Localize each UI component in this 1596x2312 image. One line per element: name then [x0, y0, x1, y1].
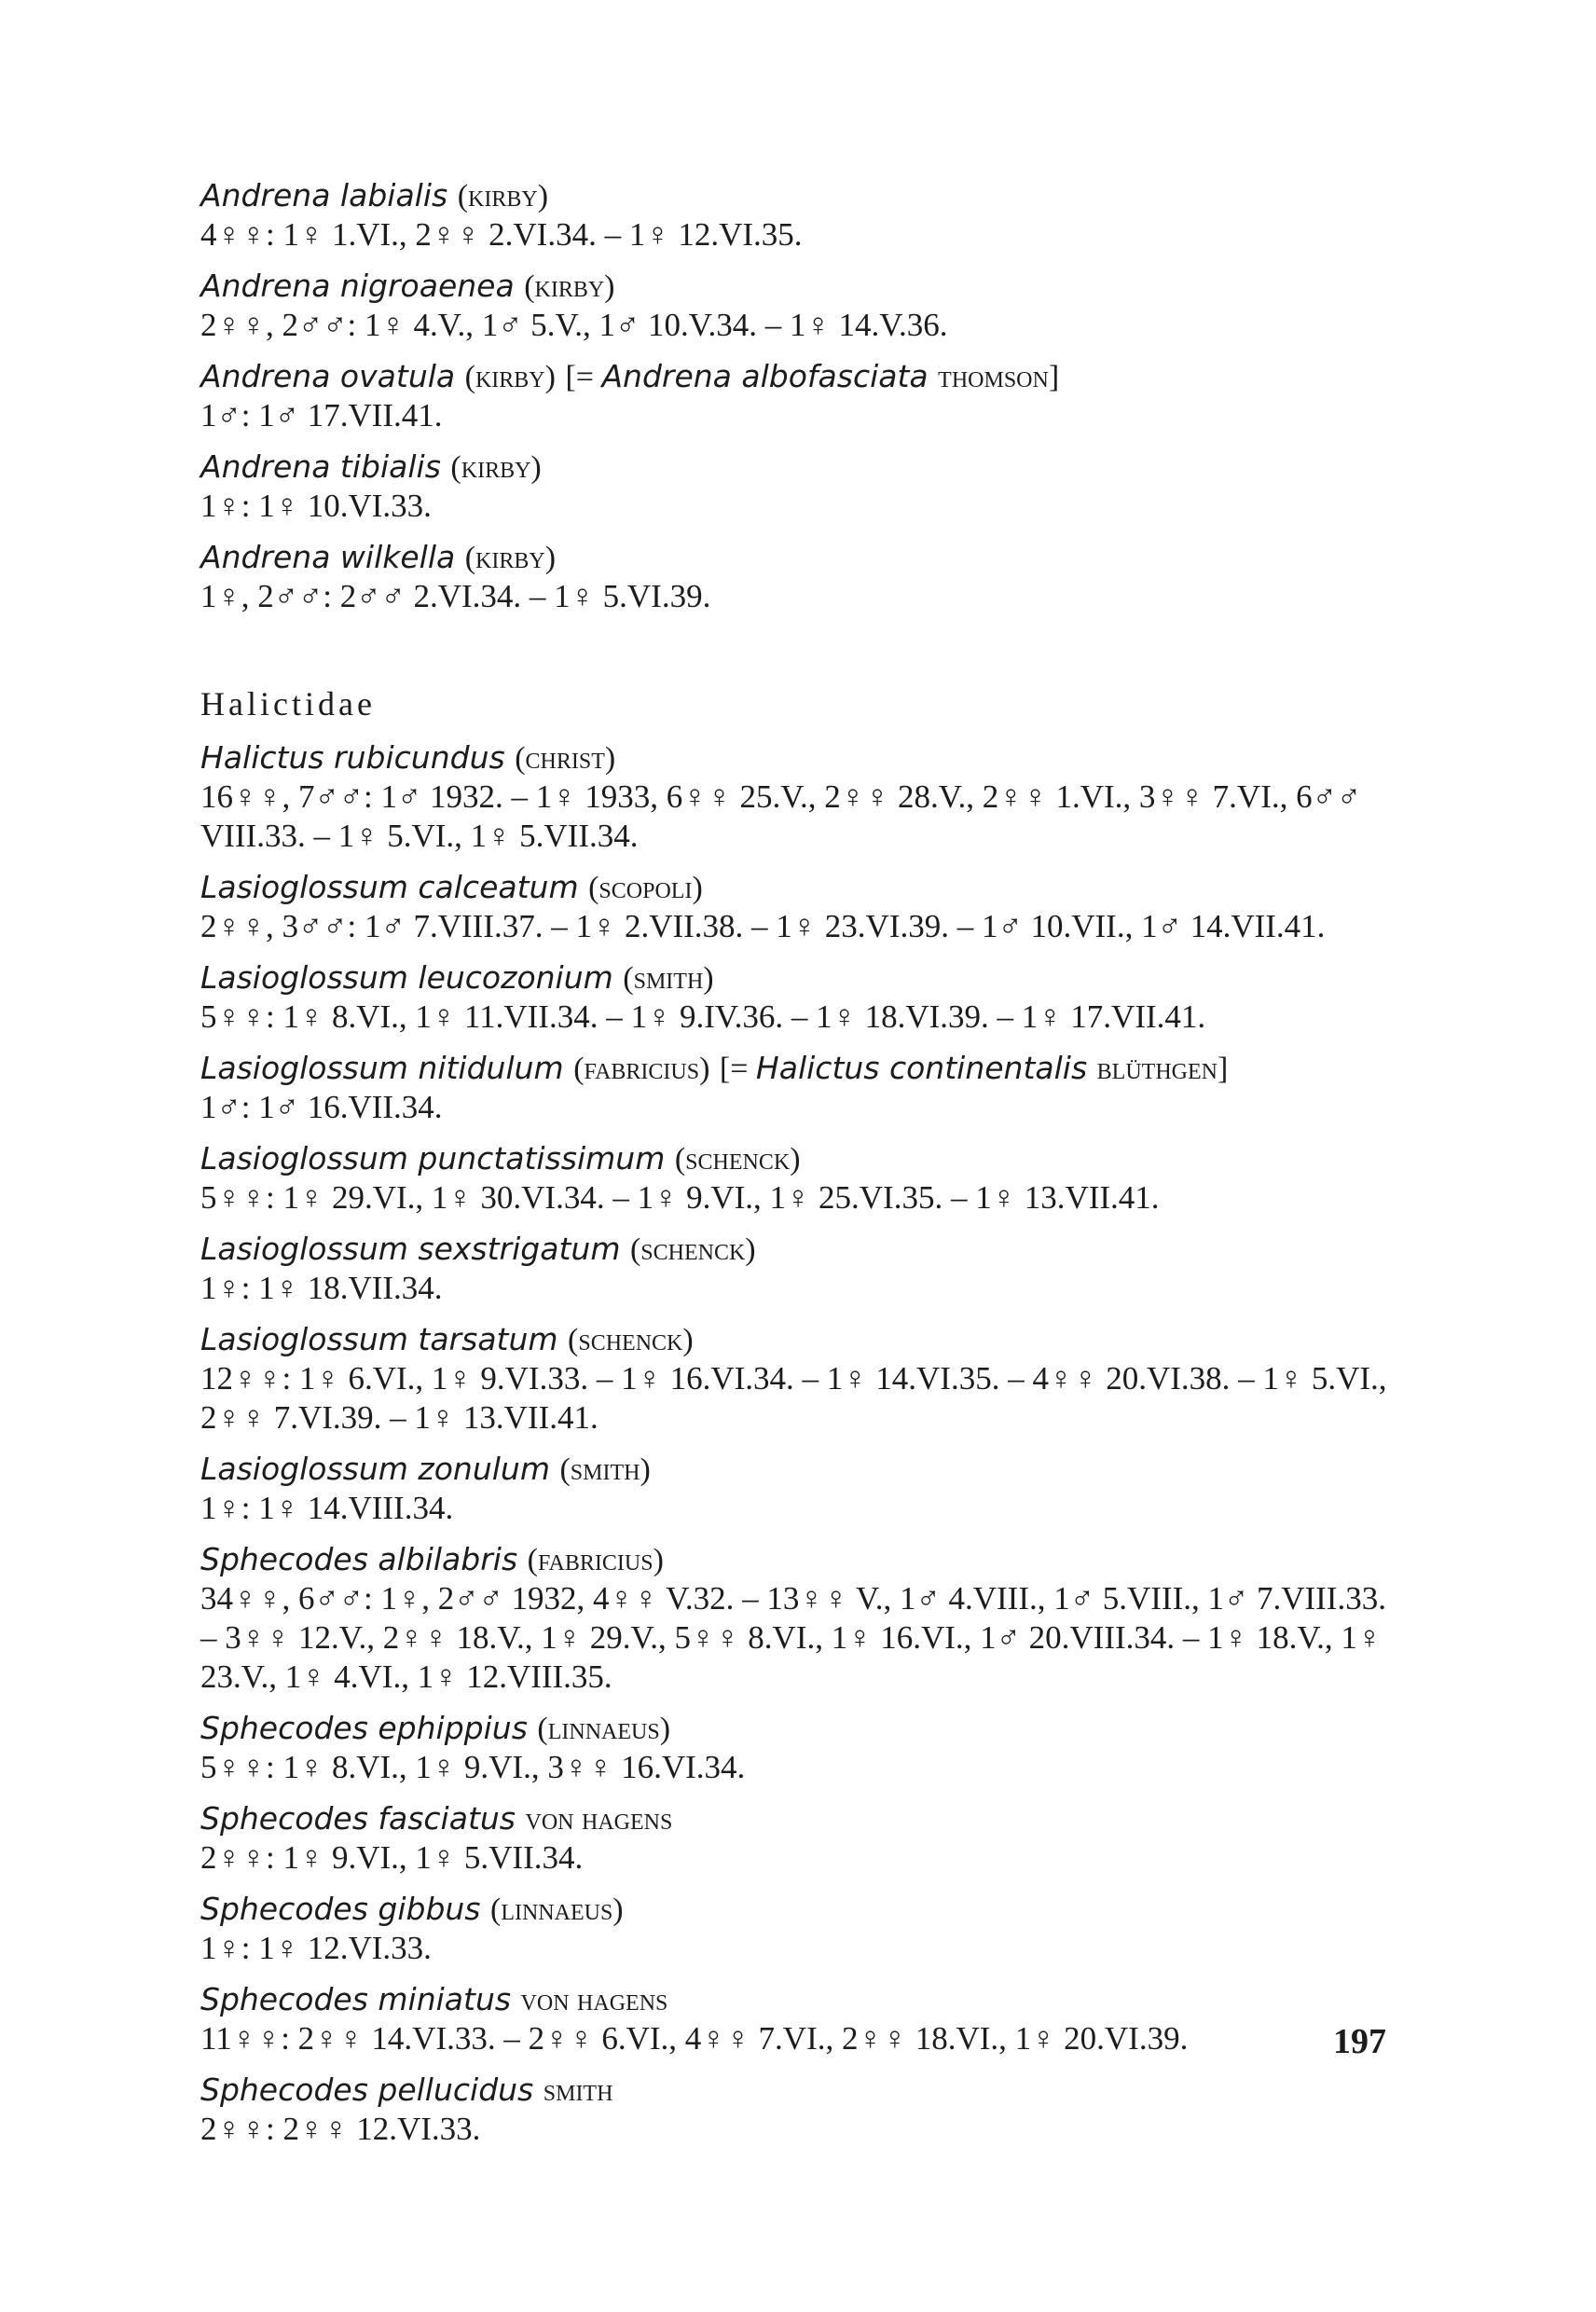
species-heading	[200, 1981, 1403, 2019]
species-name: Lasioglossum sexstrigatum	[200, 1231, 621, 1267]
species-heading	[200, 959, 1403, 998]
species-heading: Lasioglossum nitidulum (fabricius) [= Halictus continentalis blüthgen]	[200, 1050, 1229, 1086]
species-heading	[200, 448, 1403, 487]
species-name: Sphecodes fasciatus	[200, 1800, 516, 1837]
species-author: (christ)	[515, 741, 616, 776]
specimen-records: 16♀♀, 7♂♂: 1♂ 1932. – 1♀ 1933, 6♀♀ 25.V., 2♀♀ 28.V., 2♀♀ 1.VI., 3♀♀ 7.VI., 6♂♂ VIII.33. – 1♀ 5.VI., 1♀ 5.VII.34.	[200, 778, 1362, 854]
species-author: (kirby)	[524, 269, 615, 304]
specimen-records: 5♀♀: 1♀ 29.VI., 1♀ 30.VI.34. – 1♀ 9.VI., 1♀ 25.VI.35. – 1♀ 13.VII.41.	[200, 1179, 1160, 1216]
species-name: Lasioglossum punctatissimum	[200, 1140, 666, 1177]
species-heading	[200, 1541, 1403, 1579]
specimen-records: 2♀♀, 3♂♂: 1♂ 7.VIII.37. – 1♀ 2.VII.38. – 1♀ 23.VI.39. – 1♂ 10.VII., 1♂ 14.VII.41.	[200, 908, 1326, 944]
specimen-records: 1♂: 1♂ 16.VII.34.	[200, 1089, 443, 1125]
specimen-records: 1♀: 1♀ 18.VII.34.	[200, 1270, 443, 1306]
species-author: (fabricius)	[573, 1052, 710, 1086]
species-heading: Andrena ovatula (kirby) [= Andrena albofasciata thomson]	[200, 358, 1060, 394]
synonym-author: thomson	[938, 360, 1049, 394]
species-author: (linnaeus)	[537, 1712, 671, 1746]
species-name: Andrena tibialis	[200, 448, 441, 485]
species-entry	[200, 1541, 1403, 1697]
species-author: (schenck)	[674, 1142, 801, 1177]
species-name: Lasioglossum leucozonium	[200, 959, 613, 996]
species-name: Andrena wilkella	[200, 539, 456, 575]
specimen-records: 34♀♀, 6♂♂: 1♀, 2♂♂ 1932, 4♀♀ V.32. – 13♀♀ V., 1♂ 4.VIII., 1♂ 5.VIII., 1♂ 7.VIII.33. – 3♀♀ 12.V., 2♀♀ 18.V., 1♀ 29.V., 5♀♀ 8.VI., 1♀ 16.VI., 1♂ 20.VIII.34. – 1♀ 18.V., 1♀ 23.V., 1♀ 4.VI., 1♀ 12.VIII.35.	[200, 1580, 1386, 1695]
species-heading	[200, 1891, 1403, 1929]
species-author: (linnaeus)	[490, 1892, 624, 1927]
species-entry	[200, 1321, 1403, 1438]
page-body	[200, 177, 1403, 2162]
specimen-records: 2♀♀: 2♀♀ 12.VI.33.	[200, 2111, 481, 2147]
species-entry	[200, 2071, 1403, 2149]
specimen-records: 2♀♀: 1♀ 9.VI., 1♀ 5.VII.34.	[200, 1839, 584, 1876]
species-author: (kirby)	[464, 541, 557, 575]
species-entry	[200, 1231, 1403, 1308]
species-entry	[200, 268, 1403, 345]
species-heading	[200, 268, 1403, 306]
species-heading	[200, 1451, 1403, 1489]
species-heading	[200, 2071, 1403, 2110]
species-entry	[200, 1981, 1403, 2058]
specimen-records: 5♀♀: 1♀ 8.VI., 1♀ 11.VII.34. – 1♀ 9.IV.36. – 1♀ 18.VI.39. – 1♀ 17.VII.41.	[200, 998, 1206, 1035]
species-name: Sphecodes ephippius	[200, 1710, 528, 1746]
species-heading	[200, 1321, 1403, 1359]
synonym-name: Halictus continentalis	[755, 1050, 1088, 1086]
species-entry	[200, 869, 1403, 946]
species-entry	[200, 539, 1403, 616]
species-name: Halictus rubicundus	[200, 739, 505, 776]
species-name: Andrena labialis	[200, 177, 448, 213]
species-name: Sphecodes pellucidus	[200, 2071, 534, 2108]
specimen-records: 2♀♀, 2♂♂: 1♀ 4.V., 1♂ 5.V., 1♂ 10.V.34. – 1♀ 14.V.36.	[200, 307, 948, 343]
species-heading	[200, 539, 1403, 577]
species-name: Sphecodes miniatus	[200, 1981, 512, 2017]
species-entry	[200, 959, 1403, 1037]
specimen-records: 12♀♀: 1♀ 6.VI., 1♀ 9.VI.33. – 1♀ 16.VI.34. – 1♀ 14.VI.35. – 4♀♀ 20.VI.38. – 1♀ 5.VI., 2♀♀ 7.VI.39. – 1♀ 13.VII.41.	[200, 1360, 1387, 1436]
specimen-records: 1♀: 1♀ 14.VIII.34.	[200, 1490, 454, 1526]
species-author: (kirby)	[457, 179, 549, 213]
specimen-records: 1♂: 1♂ 17.VII.41.	[200, 397, 443, 434]
species-name: Lasioglossum calceatum	[200, 869, 579, 905]
species-entry	[200, 448, 1403, 526]
species-author: (kirby)	[464, 360, 556, 394]
species-heading	[200, 1140, 1403, 1178]
species-heading	[200, 1231, 1403, 1269]
species-entry	[200, 1800, 1403, 1878]
species-name: Lasioglossum tarsatum	[200, 1321, 558, 1357]
species-author: von hagens	[520, 1983, 668, 2017]
species-entry	[200, 358, 1403, 435]
species-entry	[200, 739, 1403, 856]
specimen-records: 4♀♀: 1♀ 1.VI., 2♀♀ 2.VI.34. – 1♀ 12.VI.35.	[200, 216, 803, 253]
species-heading	[200, 739, 1403, 778]
species-heading	[200, 1800, 1403, 1838]
specimen-records: 11♀♀: 2♀♀ 14.VI.33. – 2♀♀ 6.VI., 4♀♀ 7.VI., 2♀♀ 18.VI., 1♀ 20.VI.39.	[200, 2020, 1189, 2057]
species-name: Andrena ovatula	[200, 358, 456, 394]
specimen-records: 1♀, 2♂♂: 2♂♂ 2.VI.34. – 1♀ 5.VI.39.	[200, 578, 711, 614]
species-author: smith	[543, 2073, 613, 2108]
species-name: Lasioglossum zonulum	[200, 1451, 550, 1487]
species-author: von hagens	[525, 1802, 673, 1837]
species-name: Andrena nigroaenea	[200, 268, 515, 304]
specimen-records: 1♀: 1♀ 10.VI.33.	[200, 488, 432, 524]
specimen-records: 1♀: 1♀ 12.VI.33.	[200, 1930, 432, 1966]
species-author: (kirby)	[450, 450, 542, 485]
species-entry	[200, 1451, 1403, 1528]
species-entry	[200, 177, 1403, 255]
species-name: Lasioglossum nitidulum	[200, 1050, 564, 1086]
family-heading: Halictidae	[200, 685, 376, 722]
species-heading	[200, 1710, 1403, 1748]
species-entry	[200, 1891, 1403, 1968]
species-list	[200, 177, 1403, 2149]
species-heading	[200, 869, 1403, 907]
species-entry	[200, 1710, 1403, 1787]
species-author: (schenck)	[568, 1323, 694, 1357]
species-heading	[200, 177, 1403, 215]
species-author: (schenck)	[629, 1232, 756, 1267]
species-entry	[200, 1140, 1403, 1218]
species-author: (scopoli)	[588, 871, 703, 905]
specimen-records: 5♀♀: 1♀ 8.VI., 1♀ 9.VI., 3♀♀ 16.VI.34.	[200, 1749, 746, 1785]
species-author: (fabricius)	[527, 1543, 664, 1577]
species-entry	[200, 1050, 1403, 1127]
species-author: (smith)	[623, 961, 714, 996]
species-name: Sphecodes albilabris	[200, 1541, 518, 1577]
synonym-name: Andrena albofasciata	[601, 358, 929, 394]
page-number: 197	[1333, 2022, 1386, 2061]
synonym-author: blüthgen	[1096, 1052, 1218, 1086]
species-name: Sphecodes gibbus	[200, 1891, 481, 1927]
species-author: (smith)	[559, 1452, 651, 1487]
